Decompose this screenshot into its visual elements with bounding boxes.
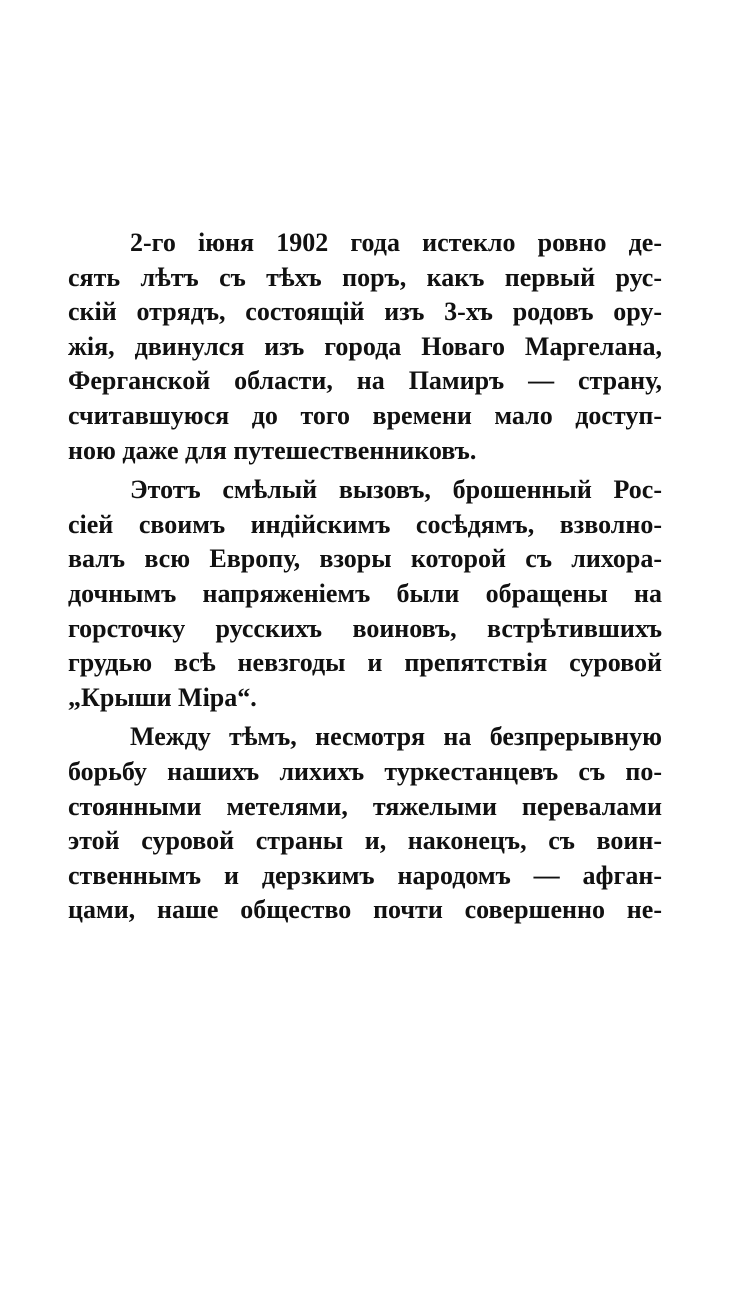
paragraph-2	[68, 473, 662, 715]
text-line: ственнымъ и дерзкимъ народомъ — афган-	[68, 860, 662, 890]
text-line: грудью всѣ невзгоды и препятствія суровой	[68, 648, 662, 678]
text-line: сять лѣтъ съ тѣхъ поръ, какъ первый рус-	[68, 262, 662, 292]
text-line: стоянными метелями, тяжелыми перевалами	[68, 791, 662, 821]
text-line: 2-го іюня 1902 года истекло ровно де-	[130, 228, 662, 257]
text-line: горсточку русскихъ воиновъ, встрѣтившихъ	[68, 613, 662, 643]
text-line: валъ всю Европу, взоры которой съ лихора-	[68, 544, 662, 574]
text-line: дочнымъ напряженіемъ были обращены на	[68, 578, 662, 608]
text-line: считавшуюся до того времени мало доступ-	[68, 400, 662, 430]
text-line: борьбу нашихъ лихихъ туркестанцевъ съ по-	[68, 756, 662, 786]
text-line: жія, двинулся изъ города Новаго Маргелана,	[68, 331, 662, 361]
text-line: цами, наше общество почти совершенно не-	[68, 895, 662, 925]
text-line: Между тѣмъ, несмотря на безпрерывную	[130, 722, 662, 752]
text-line: Ферганской области, на Памиръ — страну,	[68, 366, 662, 396]
paragraph-1	[68, 226, 662, 468]
text-line: этой суровой страны и, наконецъ, съ воин-	[68, 826, 662, 856]
body-text	[68, 226, 662, 928]
text-line: „Крыши Міра“.	[68, 682, 257, 712]
paragraph-3	[68, 720, 662, 928]
text-line: сіей своимъ индійскимъ сосѣдямъ, взволно-	[68, 509, 662, 539]
text-line: ною даже для путешественниковъ.	[68, 435, 477, 465]
text-line: скій отрядъ, состоящій изъ 3-хъ родовъ ору-	[68, 297, 662, 327]
text-line: Этотъ смѣлый вызовъ, брошенный Рос-	[130, 475, 662, 505]
